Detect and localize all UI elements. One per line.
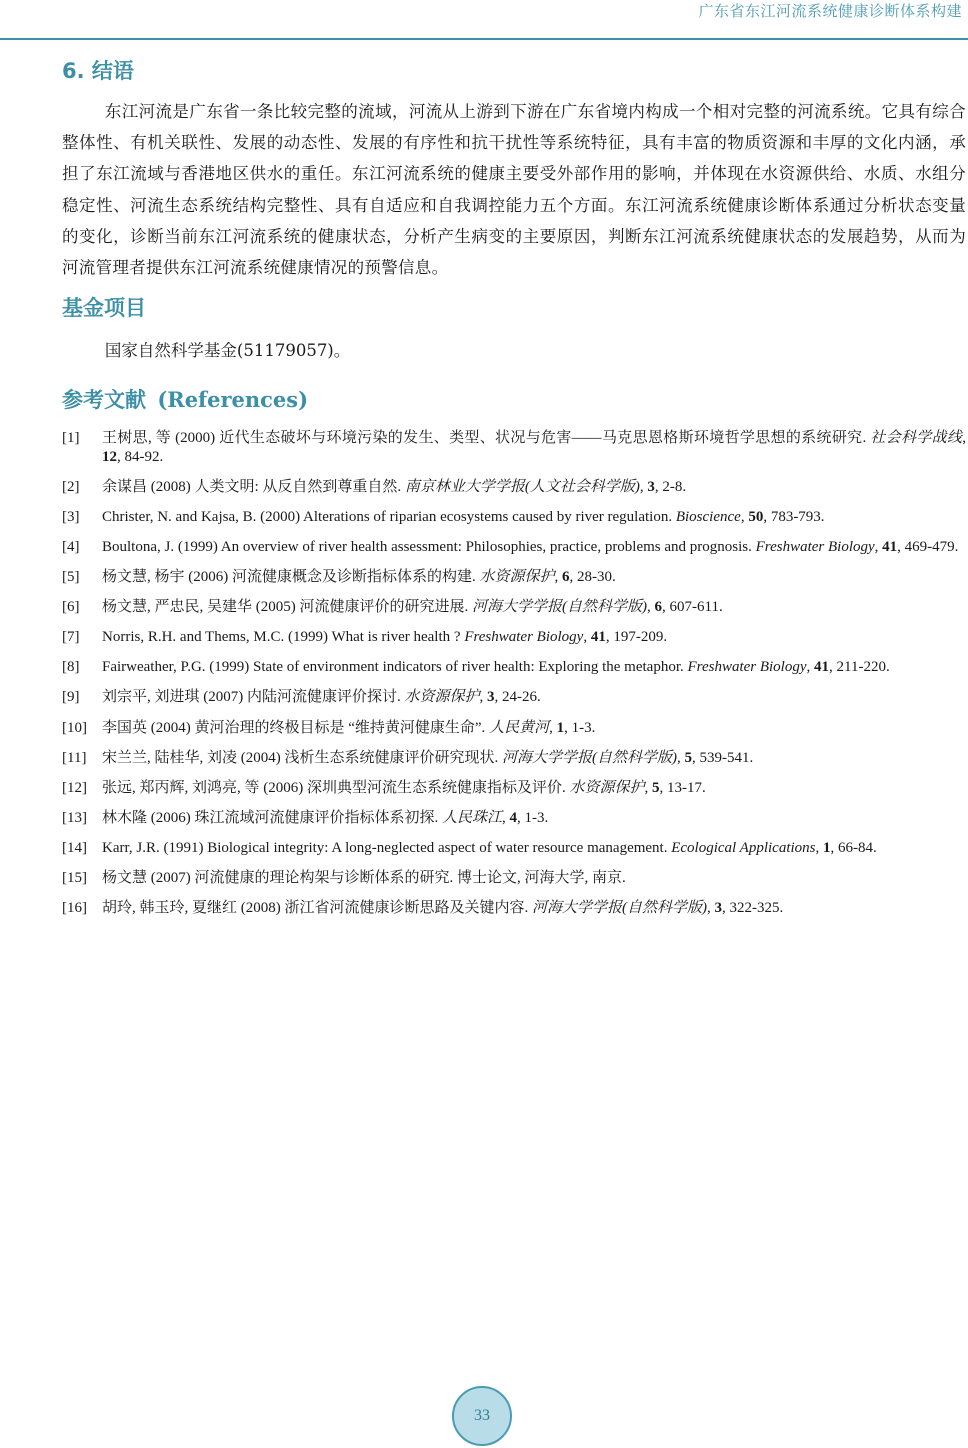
- reference-volume: 5: [652, 779, 660, 796]
- reference-journal: 水资源保护: [404, 689, 480, 706]
- reference-separator: ,: [639, 478, 648, 495]
- reference-text: 杨文慧, 严忠民, 吴建华 (2005) 河流健康评价的研究进展.: [102, 599, 472, 616]
- reference-separator: ,: [815, 839, 824, 856]
- reference-text: Fairweather, P.G. (1999) State of environment indicators of river health: Exploring the metaphor.: [102, 659, 688, 676]
- funding-text: 国家自然科学基金(51179057)。: [104, 341, 351, 361]
- reference-number: [9]: [62, 689, 80, 706]
- section-heading-conclusion: 6. 结语: [62, 59, 134, 83]
- reference-journal: Freshwater Biology: [687, 659, 807, 676]
- reference-volume: 41: [590, 629, 606, 646]
- reference-text: 张远, 郑丙辉, 刘鸿亮, 等 (2006) 深圳典型河流生态系统健康指标及评价.: [102, 779, 570, 796]
- reference-pages: , 539-541.: [692, 749, 754, 766]
- reference-volume: 1: [556, 719, 565, 736]
- reference-item: [62, 719, 966, 738]
- reference-number: [10]: [62, 719, 87, 736]
- reference-number: [11]: [62, 749, 87, 766]
- reference-item: [62, 568, 966, 587]
- reference-journal: 水资源保护: [569, 779, 645, 796]
- reference-journal: Bioscience: [675, 508, 741, 525]
- reference-volume: 41: [814, 659, 830, 676]
- reference-text: 刘宗平, 刘进琪 (2007) 内陆河流健康评价探讨.: [102, 689, 405, 706]
- reference-item: [62, 658, 966, 677]
- reference-item: [62, 899, 966, 918]
- reference-list: [62, 429, 966, 917]
- reference-number: [13]: [62, 809, 87, 826]
- reference-item: [62, 598, 966, 617]
- reference-text: 李国英 (2004) 黄河治理的终极目标是 “维持黄河健康生命”.: [102, 719, 490, 736]
- reference-separator: ,: [874, 539, 883, 555]
- running-title: 广东省东江河流系统健康诊断体系构建: [698, 2, 962, 20]
- reference-volume: 3: [714, 900, 722, 917]
- references-heading-cn: 参考文献: [62, 388, 146, 413]
- reference-separator: ,: [554, 569, 563, 586]
- reference-number: [15]: [62, 870, 87, 887]
- reference-pages: , 607-611.: [662, 599, 723, 616]
- reference-pages: , 66-84.: [830, 839, 877, 856]
- reference-pages: , 197-209.: [605, 629, 668, 646]
- reference-number: [16]: [62, 900, 87, 917]
- reference-separator: ,: [677, 749, 685, 766]
- reference-pages: , 322-325.: [722, 900, 784, 917]
- reference-volume: 6: [654, 599, 662, 616]
- reference-item: [62, 429, 966, 466]
- reference-text: Boultona, J. (1999) An overview of river health assessment: Philosophies, practice, problems and prognosis.: [102, 539, 756, 555]
- reference-pages: , 1-3.: [517, 809, 549, 826]
- reference-journal: 人民珠江: [442, 809, 503, 826]
- reference-volume: 6: [562, 569, 570, 586]
- reference-number: [6]: [62, 599, 80, 616]
- reference-volume: 3: [487, 689, 495, 706]
- reference-journal: Ecological Applications: [671, 839, 816, 856]
- reference-pages: , 783-793.: [763, 508, 825, 525]
- reference-item: [62, 508, 966, 527]
- reference-pages: , 28-30.: [569, 569, 616, 586]
- reference-item: [62, 749, 966, 768]
- reference-pages: , 1-3.: [564, 719, 596, 736]
- reference-journal: 河海大学学报(自然科学版): [472, 599, 647, 616]
- reference-item: [62, 688, 966, 707]
- reference-journal: Freshwater Biology: [755, 539, 875, 555]
- page-content: [62, 54, 966, 929]
- reference-journal: Freshwater Biology: [464, 629, 584, 646]
- reference-pages: , 469-479.: [897, 539, 959, 555]
- reference-separator: ,: [962, 430, 966, 447]
- reference-pages: , 2-8.: [654, 478, 687, 495]
- reference-number: [12]: [62, 779, 87, 796]
- reference-separator: ,: [549, 719, 557, 736]
- reference-volume: 12: [102, 448, 117, 465]
- reference-item: [62, 478, 966, 497]
- reference-text: Norris, R.H. and Thems, M.C. (1999) What is river health ?: [102, 629, 465, 646]
- reference-pages: , 211-220.: [829, 659, 890, 676]
- reference-item: [62, 809, 966, 828]
- reference-item: [62, 628, 966, 647]
- reference-separator: ,: [583, 629, 591, 646]
- reference-number: [3]: [62, 508, 80, 525]
- reference-item: [62, 839, 966, 858]
- conclusion-paragraph: 东江河流是广东省一条比较完整的流域，河流从上游到下游在广东省境内构成一个相对完整的河流系统。它具有综合整体性、有机关联性、发展的动态性、发展的有序性和抗干扰性等系统特征，具有丰富的物质资源和丰厚的文化内涵，承担了东江流域与香港地区供水的重任。东江河流系统的健康主要受外部作用的影响，并体现在水资源供给、水质、水组分稳定性、河流生态系统结构完整性、具有自适应和自我调控能力五个方面。东江河流系统健康诊断体系通过分析状态变量的变化，诊断当前东江河流系统的健康状态，分析产生病变的主要原因，判断东江河流系统健康状态的发展趋势，从而为河流管理者提供东江河流系统健康情况的预警信息。: [62, 102, 966, 278]
- reference-journal: 社会科学战线: [870, 430, 963, 447]
- reference-pages: , 84-92.: [117, 448, 164, 465]
- reference-journal: 河海大学学报(自然科学版): [532, 900, 707, 917]
- reference-journal: 人民黄河: [489, 719, 550, 736]
- reference-volume: 3: [647, 478, 655, 495]
- reference-item: [62, 779, 966, 798]
- reference-text: 杨文慧 (2007) 河流健康的理论构架与诊断体系的研究. 博士论文, 河海大学, 南京.: [102, 870, 626, 887]
- reference-volume: 5: [684, 749, 692, 766]
- reference-separator: ,: [707, 900, 715, 917]
- reference-text: 林木隆 (2006) 珠江流域河流健康评价指标体系初探.: [102, 809, 442, 826]
- reference-journal: 南京林业大学学报(人文社会科学版): [404, 478, 640, 495]
- page-number: 33: [474, 1407, 490, 1424]
- reference-volume: 4: [509, 809, 518, 826]
- reference-separator: ,: [647, 599, 655, 616]
- section-heading-references: [62, 383, 966, 417]
- reference-volume: 50: [748, 508, 764, 525]
- reference-number: [14]: [62, 839, 87, 856]
- page-number-badge: [452, 1386, 512, 1446]
- reference-text: Karr, J.R. (1991) Biological integrity: A long-neglected aspect of water resource management.: [102, 839, 672, 856]
- reference-number: [7]: [62, 629, 80, 646]
- reference-volume: 41: [882, 539, 898, 555]
- reference-pages: , 24-26.: [494, 689, 541, 706]
- reference-item: [62, 869, 966, 888]
- reference-text: 胡玲, 韩玉玲, 夏继红 (2008) 浙江省河流健康诊断思路及关键内容.: [102, 900, 532, 917]
- reference-text: 宋兰兰, 陆桂华, 刘凌 (2004) 浅析生态系统健康评价研究现状.: [102, 749, 502, 766]
- reference-number: [8]: [62, 659, 80, 676]
- reference-item: [62, 538, 966, 557]
- reference-separator: ,: [806, 659, 815, 676]
- reference-journal: 水资源保护: [479, 569, 555, 586]
- reference-volume: 1: [823, 839, 831, 856]
- section-heading-funding: 基金项目: [62, 296, 146, 321]
- reference-text: Christer, N. and Kajsa, B. (2000) Alterations of riparian ecosystems caused by river regulation.: [102, 508, 676, 525]
- reference-number: [5]: [62, 569, 80, 586]
- reference-text: 王树思, 等 (2000) 近代生态破坏与环境污染的发生、类型、状况与危害——马克思恩格斯环境哲学思想的系统研究.: [102, 430, 871, 447]
- reference-number: [4]: [62, 539, 80, 555]
- running-header: [0, 0, 968, 40]
- references-heading-en: (References): [157, 387, 309, 413]
- reference-separator: ,: [479, 689, 488, 706]
- reference-number: [2]: [62, 478, 80, 495]
- reference-pages: , 13-17.: [659, 779, 706, 796]
- reference-text: 余谋昌 (2008) 人类文明: 从反自然到尊重自然.: [102, 478, 405, 495]
- reference-text: 杨文慧, 杨宇 (2006) 河流健康概念及诊断指标体系的构建.: [102, 569, 480, 586]
- reference-separator: ,: [740, 508, 749, 525]
- reference-journal: 河海大学学报(自然科学版): [502, 749, 677, 766]
- reference-separator: ,: [644, 779, 653, 796]
- reference-separator: ,: [502, 809, 510, 826]
- reference-number: [1]: [62, 430, 80, 447]
